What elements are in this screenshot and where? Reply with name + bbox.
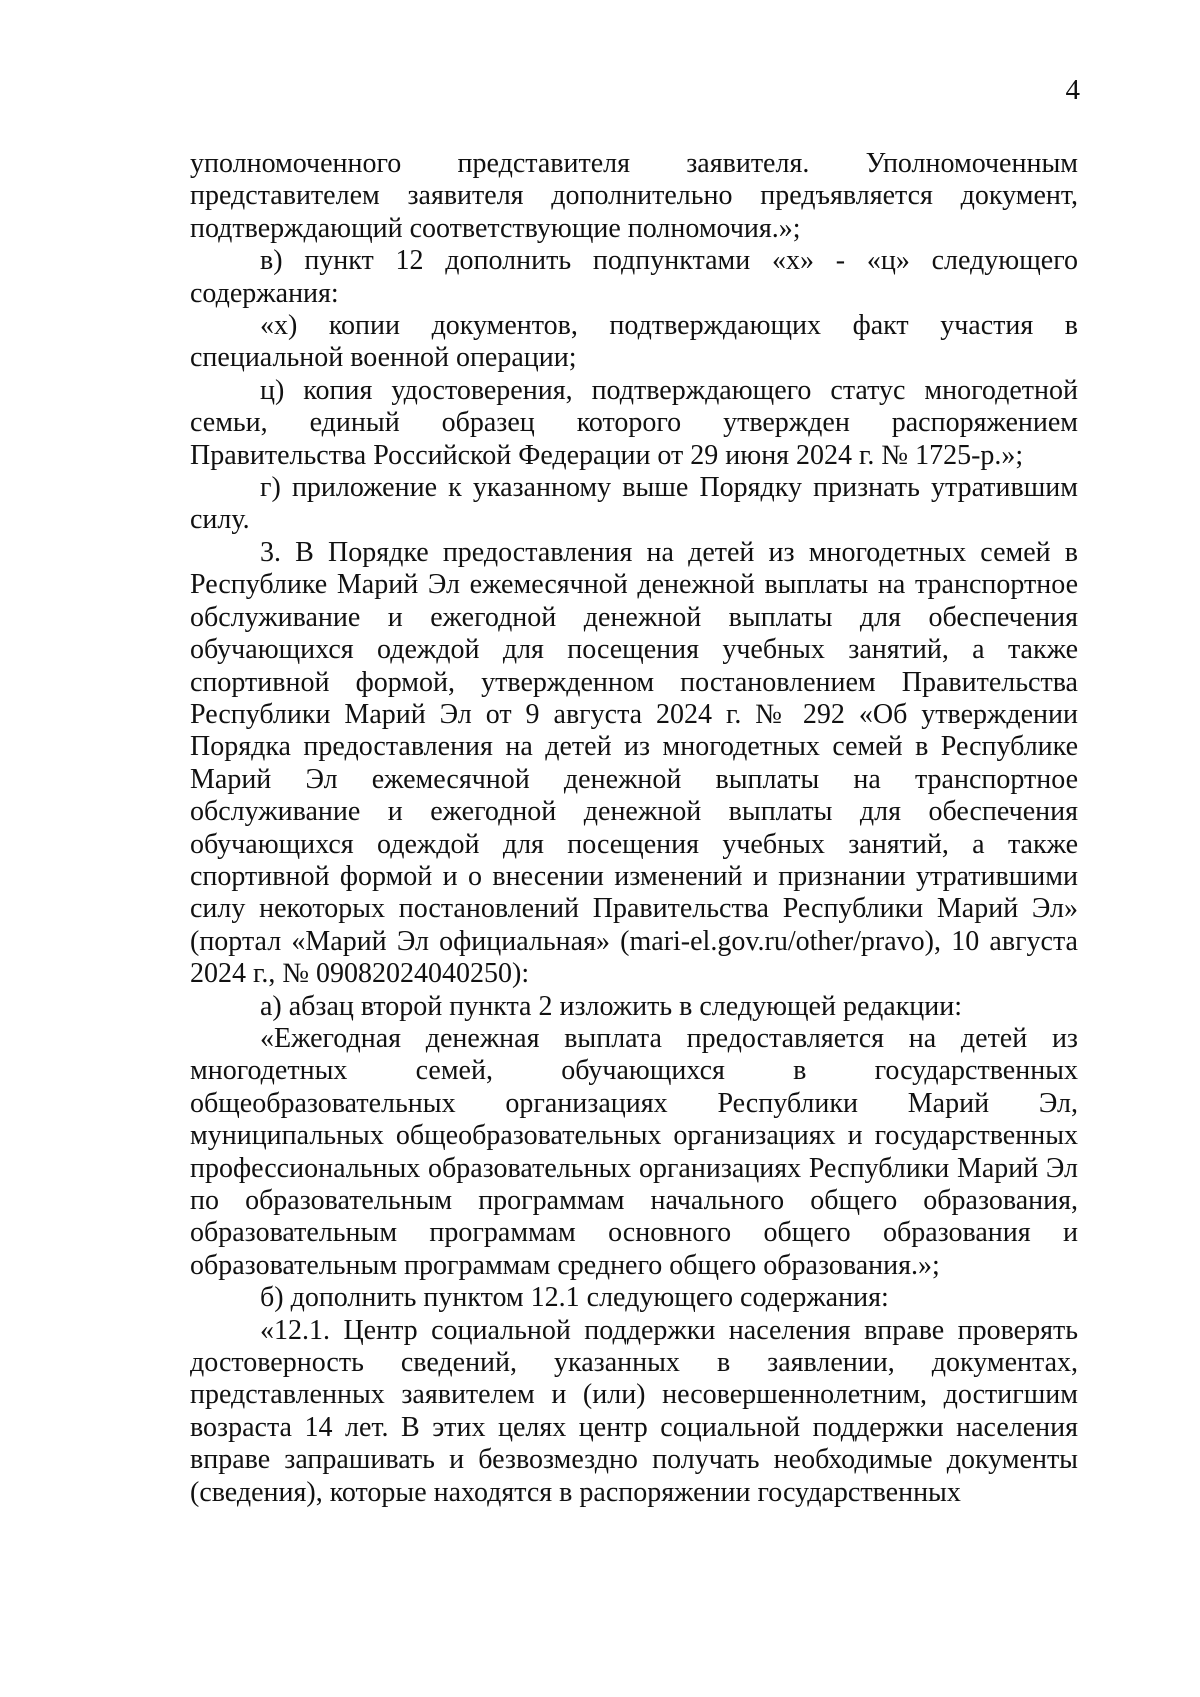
paragraph: г) приложение к указанному выше Порядку признать утратившим силу. [190,472,1078,536]
paragraph: «х) копии документов, подтверждающих факт участия в специальной военной операции; [190,310,1078,374]
page-number: 4 [1065,74,1080,106]
paragraph: б) дополнить пунктом 12.1 следующего содержания: [260,1282,889,1314]
paragraph: «12.1. Центр социальной поддержки населения вправе проверять достоверность сведений, указанных в заявлении, документах, представленных заявителем и (или) несовершеннолетним, достигшим возраста 14 лет. В этих целях центр социальной поддержки населения вправе запрашивать и безвозмездно получать необходимые документы (сведения), которые находятся в распоряжении государственных [190,1314,1078,1508]
paragraph: а) абзац второй пункта 2 изложить в следующей редакции: [260,990,963,1022]
paragraph: 3. В Порядке предоставления на детей из многодетных семей в Республике Марий Эл ежемесячной денежной выплаты на транспортное обслуживание и ежегодной денежной выплаты для обеспечения обучающихся одеждой для посещения учебных занятий, а также спортивной формой, утвержденном постановлением Правительства Республики Марий Эл от 9 августа 2024 г. № 292 «Об утверждении Порядка предоставления на детей из многодетных семей в Республике Марий Эл ежемесячной денежной выплаты на транспортное обслуживание и ежегодной денежной выплаты для обеспечения обучающихся одеждой для посещения учебных занятий, а также спортивной формой и о внесении изменений и признании утратившими силу некоторых постановлений Правительства Республики Марий Эл» (портал «Марий Эл официальная» (mari-el.gov.ru/other/pravo), 10 августа 2024 г., № 09082024040250): [190,536,1078,990]
paragraph: уполномоченного представителя заявителя. Уполномоченным представителем заявителя дополнительно предъявляется документ, подтверждающий соответствующие полномочия.»; [190,148,1078,244]
paragraph: в) пункт 12 дополнить подпунктами «х» - «ц» следующего содержания: [190,245,1078,309]
document-body [190,148,1078,1509]
paragraph: «Ежегодная денежная выплата предоставляется на детей из многодетных семей, обучающихся в государственных общеобразовательных организациях Республики Марий Эл, муниципальных общеобразовательных организациях и государственных профессиональных образовательных организациях Республики Марий Эл по образовательным программам начального общего образования, образовательным программам основного общего образования и образовательным программам среднего общего образования.»; [190,1022,1078,1281]
paragraph: ц) копия удостоверения, подтверждающего статус многодетной семьи, единый образец которого утвержден распоряжением Правительства Российской Федерации от 29 июня 2024 г. № 1725-р.»; [190,374,1078,471]
